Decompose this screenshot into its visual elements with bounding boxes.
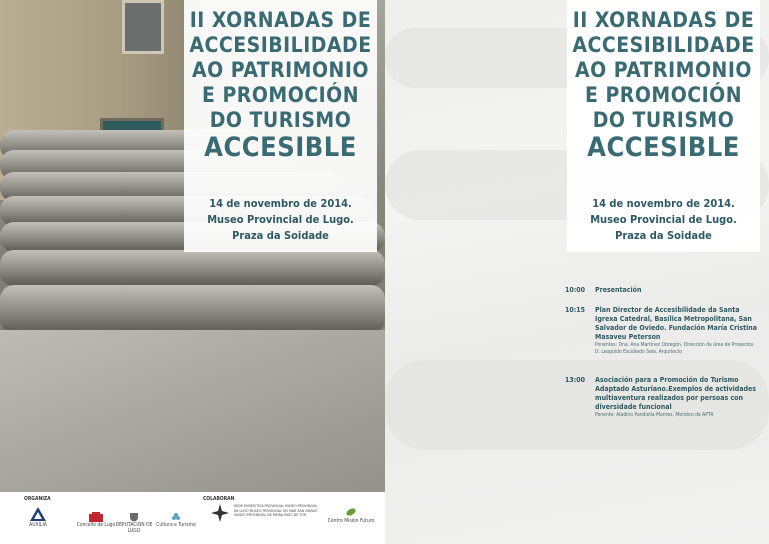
- programme-title: Asociación para a Promoción do Turismo Adaptado Asturiano.Exemplos de actividades multiaventura realizados por persoas con diversidade funcional: [595, 376, 757, 411]
- deputacion-logo: DEPUTACIÓN DE LUGO: [114, 512, 154, 534]
- colaboran-label: COLABORAN: [203, 496, 235, 502]
- flower-icon: [171, 512, 181, 522]
- compass-logo: [208, 504, 232, 522]
- compass-rose-icon: [211, 504, 229, 522]
- rede-museistica-logo: REDE MUSEÍSTICA PROVINCIAL MUSEO PROVINCIAL DE LUGO MUSEO PROVINCIAL DO MAR SAN CIBRAO MUSEO PROVINCIAL DE MEIRA PAZO DE TOR: [234, 504, 318, 517]
- programme-time: 13:00: [565, 376, 586, 384]
- programme-time: 10:00: [565, 286, 586, 294]
- stone-step: [0, 250, 385, 286]
- stone-step: [0, 285, 385, 333]
- leaf-icon: [345, 506, 357, 518]
- programme-speaker: Ponentes: Dna. Ana Martínez Obregón, Dirección da área de Proxectos: [595, 342, 754, 348]
- programme-time: 10:15: [565, 306, 586, 314]
- stone-pavement: [0, 330, 385, 492]
- poster-programme-page: [385, 0, 769, 544]
- poster-title: II XORNADAS DE ACCESIBILIDADE AO PATRIMONIO E PROMOCIÓN DO TURISMO ACCESIBLE: [189, 8, 372, 163]
- auxilia-logo: AUXILIA: [20, 506, 56, 528]
- cultura-turismo-logo: Cultura e Turismo: [156, 512, 196, 528]
- shield-icon: [129, 512, 139, 522]
- title-panel-right: [567, 0, 760, 252]
- building-window: [122, 0, 164, 54]
- poster-title-right: II XORNADAS DE ACCESIBILIDADE AO PATRIMONIO E PROMOCIÓN DO TURISMO ACCESIBLE: [572, 8, 755, 163]
- event-place: Praza da Soidade: [232, 229, 329, 242]
- logo-strip: [0, 492, 385, 544]
- event-date: 14 de novembro de 2014.: [209, 197, 352, 210]
- event-venue: Museo Provincial de Lugo.: [207, 213, 354, 226]
- centro-logo: Centro Misión Futuro: [322, 506, 380, 524]
- event-details: [184, 196, 377, 244]
- event-details-right: 14 de novembro de 2014. Museo Provincial de Lugo. Praza da Soidade: [590, 197, 737, 242]
- concello-icon: [88, 512, 104, 522]
- title-panel: [184, 0, 377, 252]
- programme-speaker: D. Leopoldo Escobedo Sela, Arquitecto: [595, 349, 683, 355]
- triangle-logo-icon: [29, 506, 47, 522]
- organiza-label: ORGANIZA: [24, 496, 51, 502]
- programme-title: Plan Director de Accesibilidade da Santa Igrexa Catedral, Basílica Metropolitana, San Salvador de Oviedo. Fundación María Cristina Masaveu Peterson: [595, 306, 758, 341]
- concello-logo: Concello de Lugo: [76, 512, 116, 528]
- programme-speaker: Ponente: Aladino Pandiella Montes, Membro de APTA: [595, 412, 714, 418]
- programme-title: Presentación: [595, 286, 642, 294]
